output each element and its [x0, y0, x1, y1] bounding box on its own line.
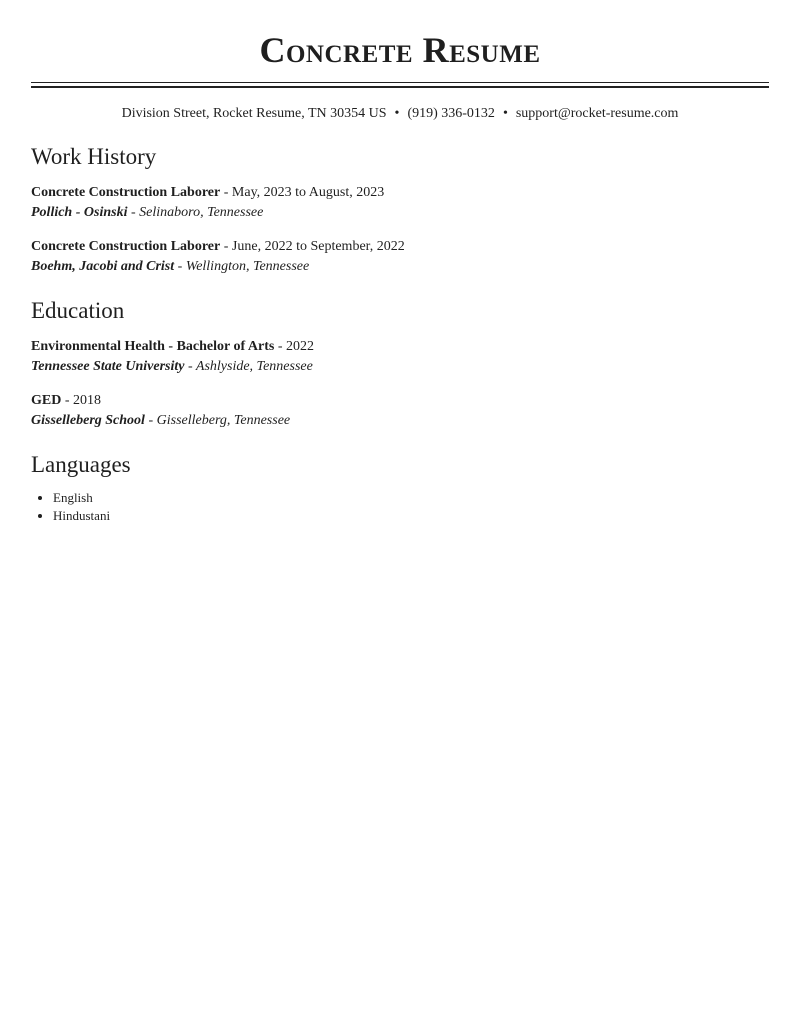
education-school: Gisselleberg School: [31, 413, 145, 428]
education-location: Gisselleberg, Tennessee: [156, 413, 291, 428]
dash: -: [174, 259, 186, 274]
contact-separator: •: [502, 106, 508, 121]
languages-list: [31, 489, 769, 525]
education-entry-school: [31, 357, 769, 377]
education-section: [31, 297, 769, 431]
resume-page: [31, 0, 769, 525]
work-entry-heading: [31, 237, 769, 257]
dash: -: [61, 393, 74, 408]
section-title-work-history: Work History: [31, 144, 157, 169]
work-entry-employer: [31, 257, 769, 277]
education-location: Ashlyside, Tennessee: [195, 359, 313, 374]
education-school: Tennessee State University: [31, 359, 185, 374]
work-dates: June, 2022 to September, 2022: [231, 239, 405, 254]
contact-email: support@rocket-resume.com: [515, 106, 679, 121]
work-entry: [31, 183, 769, 223]
language-item: • English: [53, 489, 769, 507]
contact-separator: •: [394, 106, 400, 121]
contact-line: [31, 105, 769, 123]
section-title-languages: Languages: [31, 452, 131, 477]
section-title-education: Education: [31, 298, 125, 323]
languages-section: [31, 451, 769, 525]
contact-address: Division Street, Rocket Resume, TN 30354 US: [121, 106, 387, 121]
dash: -: [274, 339, 286, 354]
education-degree: GED: [31, 393, 62, 408]
dash: -: [220, 185, 232, 200]
work-company: Pollich - Osinski: [31, 205, 128, 220]
header-divider-thick: [31, 86, 769, 88]
education-entry-heading: [31, 337, 769, 357]
education-degree: Environmental Health - Bachelor of Arts: [31, 339, 275, 354]
work-entry: [31, 237, 769, 277]
contact-phone: (919) 336-0132: [407, 106, 495, 121]
education-year: 2018: [73, 393, 102, 408]
work-history-section: [31, 143, 769, 277]
work-dates: May, 2023 to August, 2023: [231, 185, 385, 200]
work-company: Boehm, Jacobi and Crist: [31, 259, 175, 274]
education-entry-school: [31, 411, 769, 431]
dash: -: [144, 413, 157, 428]
education-entry: [31, 337, 769, 377]
education-entry: [31, 391, 769, 431]
resume-name: Concrete Resume: [259, 30, 541, 70]
education-entry-heading: [31, 391, 769, 411]
work-entry-heading: [31, 183, 769, 203]
language-item: • Hindustani: [53, 507, 769, 525]
work-entry-employer: [31, 203, 769, 223]
work-role: Concrete Construction Laborer: [31, 239, 221, 254]
work-location: Selinaboro, Tennessee: [139, 205, 264, 220]
header-divider-thin: [31, 82, 769, 83]
work-role: Concrete Construction Laborer: [31, 185, 221, 200]
dash: -: [220, 239, 232, 254]
work-location: Wellington, Tennessee: [185, 259, 310, 274]
dash: -: [184, 359, 196, 374]
dash: -: [127, 205, 140, 220]
education-year: 2022: [285, 339, 314, 354]
